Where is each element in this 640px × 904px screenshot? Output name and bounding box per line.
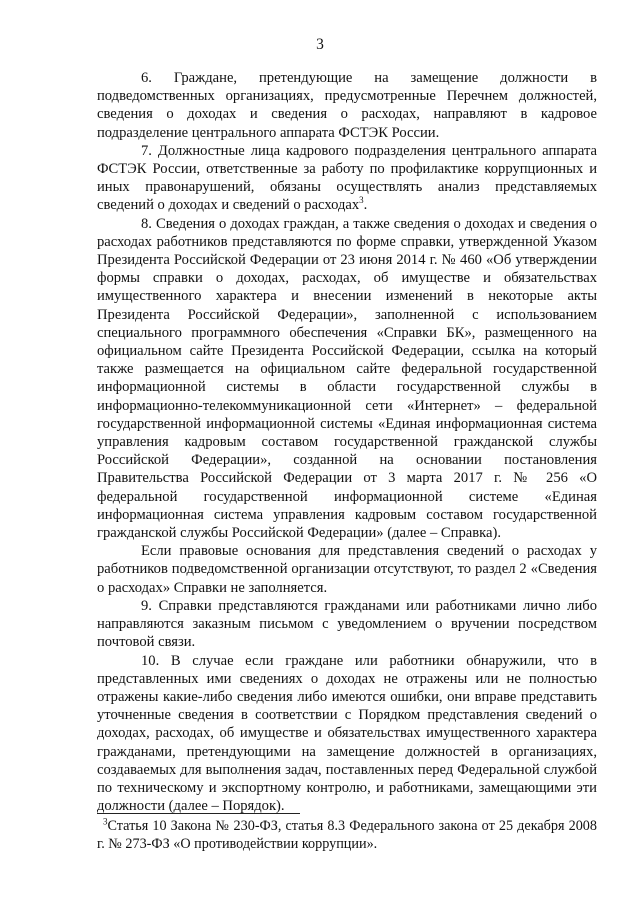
footnote-mark: 3 [103,816,108,827]
paragraph-9: 9. Справки представляются гражданами или работниками лично либо направляются заказным письмом с уведомлением о вручении посредством почтовой связи. [97,597,597,651]
paragraph-8: 8. Сведения о доходах граждан, а также сведения о доходах и сведения о расходах работников представляются по форме справки, утвержденной Указом Президента Российской Федерации от 23 июня 2014 г. № 460 «Об утверждении формы справки о доходах, расходах, об имуществе и обязательствах имущественного характера и внесении изменений в некоторые акты Президента Российской Федерации», заполненной с использованием специального программного обеспечения «Справки БК», размещенного на официальном сайте Президента Российской Федерации, ссылка на который также размещается на официальном сайте федеральной государственной информационной системы в области государственной службы в информационно-телекоммуникационной сети «Интернет» – федеральной государственной информационной системы «Единая информационная система управления кадровым составом государственной гражданской службы Российской Федерации», созданной на основании постановления Правительства Российской Федерации от 3 марта 2017 г. № 256 «О федеральной государственной информационной системе «Единая информационная система управления кадровым составом государственной гражданской службы Российской Федерации» (далее – Справка). [97,215,597,542]
paragraph-7-text: 7. Должностные лица кадрового подразделения центрального аппарата ФСТЭК России, ответственные за работу по профилактике коррупционных и иных правонарушений, обязаны осуществлять анализ представляемых сведений о доходах и сведений о расходах [97,142,597,214]
footnote-text: Статья 10 Закона № 230-ФЗ, статья 8.3 Федерального закона от 25 декабря 2008 г. № 273-ФЗ «О противодействии коррупции». [97,818,597,852]
paragraph-7-end: . [363,197,368,214]
footnote [97,817,597,853]
paragraph-6: 6. Граждане, претендующие на замещение должности в подведомственных организациях, предусмотренные Перечнем должностей, сведения о доходах и сведения о расходах, направляют в кадровое подразделение центрального аппарата ФСТЭК России. [97,70,597,141]
document-body [97,69,597,815]
paragraph-8-continuation: Если правовые основания для представления сведений о расходах у работников подведомственной организации отсутствуют, то раздел 2 «Сведения о расходах» Справки не заполняется. [97,543,597,596]
paragraph-7 [97,142,597,215]
footnote-separator [97,813,300,814]
footnote-reference: 3 [359,195,364,206]
page-number: 3 [316,36,324,53]
paragraph-10: 10. В случае если граждане или работники обнаружили, что в представленных ими сведениях о доходах не отражены или не полностью отражены какие-либо сведения либо имеются ошибки, они вправе представить уточненные сведения в соответствии с Порядком представления сведений о доходах, расходах, об имуществе и обязательствах имущественного характера гражданами, претендующими на замещение должностей в организациях, создаваемых для выполнения задач, поставленных перед Федеральной службой по техническому и экспортному контролю, и работниками, замещающими эти должности (далее – Порядок). [97,652,597,815]
